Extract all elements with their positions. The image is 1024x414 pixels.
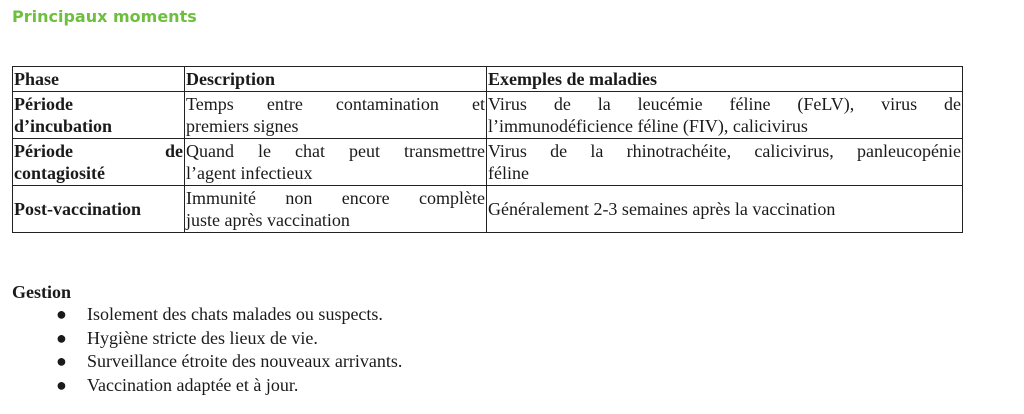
gestion-section bbox=[12, 281, 402, 397]
phases-table bbox=[12, 66, 963, 233]
section-heading: Principaux moments bbox=[12, 7, 197, 26]
bullet-icon: ● bbox=[56, 374, 67, 395]
list-item-text: Isolement des chats malades ou suspects. bbox=[87, 304, 383, 324]
cell-examples-line: Virus de la leucémie féline (FeLV), virus de bbox=[488, 94, 961, 114]
table-row bbox=[13, 139, 963, 186]
gestion-title: Gestion bbox=[12, 282, 72, 302]
cell-examples bbox=[487, 92, 963, 139]
cell-phase-line: d’incubation bbox=[14, 116, 113, 136]
cell-description-line: juste après vaccination bbox=[186, 210, 350, 230]
cell-phase bbox=[13, 92, 185, 139]
header-description: Description bbox=[185, 67, 487, 92]
header-examples: Exemples de maladies bbox=[487, 67, 963, 92]
cell-examples bbox=[487, 139, 963, 186]
gestion-list bbox=[12, 303, 402, 397]
list-item-text: Hygiène stricte des lieux de vie. bbox=[87, 327, 318, 348]
table-row bbox=[13, 186, 963, 233]
table-row bbox=[13, 92, 963, 139]
table-header-row bbox=[13, 67, 963, 92]
document-body bbox=[12, 66, 963, 233]
cell-examples bbox=[487, 186, 963, 233]
list-item bbox=[12, 374, 402, 398]
cell-description-line: Temps entre contamination et bbox=[186, 94, 485, 114]
cell-examples-line: féline bbox=[488, 163, 529, 183]
cell-examples-line: Virus de la rhinotrachéite, calicivirus, panleucopénie bbox=[488, 141, 961, 161]
cell-phase-line: Post-vaccination bbox=[14, 199, 141, 219]
bullet-icon: ● bbox=[56, 351, 67, 371]
cell-phase bbox=[13, 186, 185, 233]
cell-description bbox=[185, 186, 487, 233]
cell-description-line: l’agent infectieux bbox=[186, 163, 313, 183]
list-item-text: Vaccination adaptée et à jour. bbox=[87, 374, 299, 395]
bullet-icon: ● bbox=[56, 304, 67, 324]
cell-description bbox=[185, 139, 487, 186]
cell-phase bbox=[13, 139, 185, 186]
list-item-text: Surveillance étroite des nouveaux arrivants. bbox=[87, 351, 403, 371]
bullet-icon: ● bbox=[56, 327, 67, 348]
cell-description bbox=[185, 92, 487, 139]
list-item bbox=[12, 303, 402, 327]
list-item bbox=[12, 350, 402, 374]
cell-description-line: Immunité non encore complète bbox=[186, 188, 485, 208]
cell-examples-line: l’immunodéficience féline (FIV), calicivirus bbox=[488, 116, 808, 136]
header-phase: Phase bbox=[13, 67, 185, 92]
cell-phase-line: Période de bbox=[14, 141, 183, 161]
cell-phase-line: Période bbox=[14, 94, 73, 114]
list-item bbox=[12, 327, 402, 351]
cell-description-line: Quand le chat peut transmettre bbox=[186, 141, 485, 161]
cell-examples-line: Généralement 2-3 semaines après la vaccination bbox=[488, 199, 836, 219]
cell-phase-line: contagiosité bbox=[14, 163, 105, 183]
cell-description-line: premiers signes bbox=[186, 116, 299, 136]
